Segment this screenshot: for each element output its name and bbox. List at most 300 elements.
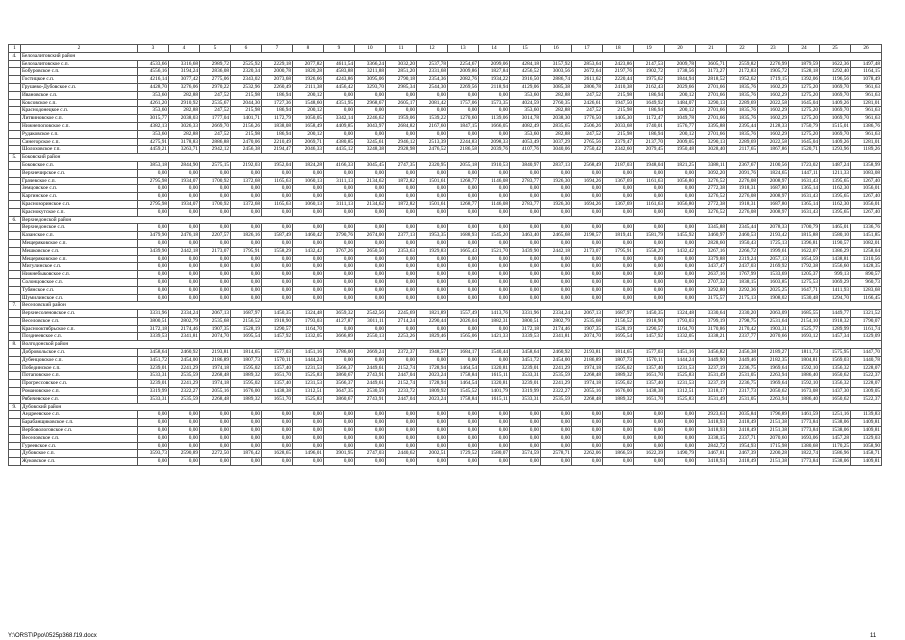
- empty-cell: [9, 232, 21, 240]
- value-cell: 0,00: [510, 427, 541, 435]
- value-cell: 0,00: [169, 169, 200, 177]
- value-cell: 1622,07: [789, 247, 820, 255]
- value-cell: 0,00: [138, 263, 169, 271]
- value-cell: 2187,03: [603, 161, 634, 169]
- value-cell: 0,00: [417, 356, 448, 364]
- value-cell: 0,00: [386, 325, 417, 333]
- value-cell: 1522,37: [851, 372, 882, 380]
- settlement-name: Гостицкое с.п.: [21, 76, 138, 84]
- value-cell: 0,00: [541, 224, 572, 232]
- value-cell: 1228,07: [851, 380, 882, 388]
- settlement-name: Веселовское с.п.: [21, 434, 138, 442]
- value-cell: 1918,31: [727, 185, 758, 193]
- value-cell: 1275,20: [789, 83, 820, 91]
- value-cell: 0,00: [572, 169, 603, 177]
- value-cell: 1069,70: [820, 83, 851, 91]
- value-cell: 1650,62: [820, 372, 851, 380]
- value-cell: 3451,72: [510, 356, 541, 364]
- value-cell: 3175,57: [696, 294, 727, 302]
- value-cell: 0,00: [603, 193, 634, 201]
- value-cell: 2262,06: [572, 450, 603, 458]
- empty-cell: [9, 263, 21, 271]
- value-cell: 0,00: [231, 185, 262, 193]
- value-cell: 1821,89: [417, 310, 448, 318]
- value-cell: 1228,07: [851, 364, 882, 372]
- value-cell: 247,52: [572, 107, 603, 115]
- empty-cell: [9, 255, 21, 263]
- value-cell: 0,00: [541, 208, 572, 216]
- value-cell: 0,00: [200, 169, 231, 177]
- value-cell: 0,00: [541, 434, 572, 442]
- value-cell: 2236,75: [727, 364, 758, 372]
- value-cell: 2276,08: [727, 193, 758, 201]
- value-cell: 2035,84: [727, 411, 758, 419]
- value-cell: 1773,84: [789, 419, 820, 427]
- column-number-header: 19: [634, 45, 665, 53]
- value-cell: 1270,60: [448, 115, 479, 123]
- value-cell: 1602,29: [758, 83, 789, 91]
- value-cell: 2802,79: [541, 317, 572, 325]
- value-cell: 1654,59: [789, 255, 820, 263]
- value-cell: 0,00: [138, 442, 169, 450]
- value-cell: 1451,16: [293, 349, 324, 357]
- value-cell: 0,00: [324, 263, 355, 271]
- value-cell: 2137,70: [634, 138, 665, 146]
- value-cell: 3237,19: [696, 380, 727, 388]
- value-cell: 2266,72: [727, 247, 758, 255]
- settlement-name: Верхнечирское с.п.: [21, 169, 138, 177]
- value-cell: 3319,99: [510, 388, 541, 396]
- value-cell: 247,52: [200, 130, 231, 138]
- value-cell: 3916,50: [510, 76, 541, 84]
- value-cell: 3331,96: [138, 310, 169, 318]
- value-cell: 2254,67: [448, 60, 479, 68]
- value-cell: 0,00: [541, 239, 572, 247]
- value-cell: 1844,94: [665, 76, 696, 84]
- value-cell: 1258,04: [851, 247, 882, 255]
- value-cell: 2470,06: [231, 138, 262, 146]
- value-cell: 2026,04: [448, 317, 479, 325]
- value-cell: 0,00: [479, 107, 510, 115]
- value-cell: 1602,29: [758, 107, 789, 115]
- value-cell: 0,00: [293, 419, 324, 427]
- value-cell: 1918,31: [727, 200, 758, 208]
- value-cell: 0,00: [231, 442, 262, 450]
- value-cell: 2532,96: [231, 83, 262, 91]
- table-row: [9, 161, 882, 169]
- value-cell: 1807,73: [231, 356, 262, 364]
- value-cell: 4409,85: [324, 122, 355, 130]
- value-cell: 3342,14: [324, 115, 355, 123]
- value-cell: 0,00: [541, 193, 572, 201]
- value-cell: 2100,56: [758, 161, 789, 169]
- value-cell: 0,00: [324, 107, 355, 115]
- value-cell: 0,00: [448, 185, 479, 193]
- value-cell: 3647,35: [324, 388, 355, 396]
- value-cell: 2263,94: [758, 395, 789, 403]
- value-cell: 2928,98: [386, 146, 417, 154]
- value-cell: 0,00: [169, 263, 200, 271]
- value-cell: 0,00: [324, 294, 355, 302]
- value-cell: 0,00: [262, 427, 293, 435]
- value-cell: 0,00: [541, 286, 572, 294]
- value-cell: 0,00: [355, 434, 386, 442]
- value-cell: 0,00: [448, 224, 479, 232]
- value-cell: 0,00: [262, 185, 293, 193]
- value-cell: 0,00: [603, 286, 634, 294]
- value-cell: 3248,38: [355, 146, 386, 154]
- value-cell: 1380,68: [789, 442, 820, 450]
- value-cell: 1146,08: [479, 200, 510, 208]
- value-cell: 2082,76: [448, 76, 479, 84]
- value-cell: 4284,18: [510, 60, 541, 68]
- value-cell: 2337,71: [727, 434, 758, 442]
- value-cell: 0,00: [200, 434, 231, 442]
- value-cell: 1409,26: [820, 99, 851, 107]
- value-cell: 1440,78: [851, 356, 882, 364]
- value-cell: 0,00: [603, 208, 634, 216]
- settlement-name: Рябичевское с.п.: [21, 395, 138, 403]
- value-cell: 353,60: [138, 107, 169, 115]
- value-cell: 2078,33: [758, 224, 789, 232]
- value-cell: 1694,26: [572, 200, 603, 208]
- empty-cell: [9, 146, 21, 154]
- value-cell: 0,00: [293, 411, 324, 419]
- value-cell: 1496,01: [293, 450, 324, 458]
- value-cell: 0,00: [324, 130, 355, 138]
- column-number-header: 23: [758, 45, 789, 53]
- value-cell: 0,00: [417, 255, 448, 263]
- value-cell: 1793,03: [665, 317, 696, 325]
- value-cell: 1520,71: [789, 146, 820, 154]
- district-section-row: [9, 302, 882, 310]
- value-cell: 0,00: [355, 411, 386, 419]
- value-cell: 1882,31: [479, 317, 510, 325]
- value-cell: 0,00: [262, 263, 293, 271]
- value-cell: 2322,27: [541, 388, 572, 396]
- value-cell: 1866,59: [603, 450, 634, 458]
- value-cell: 2033,68: [603, 122, 634, 130]
- value-cell: 0,00: [572, 255, 603, 263]
- table-row: [9, 317, 882, 325]
- value-cell: 1947,50: [603, 99, 634, 107]
- section-number: 4.: [9, 52, 21, 60]
- value-cell: 2167,60: [417, 122, 448, 130]
- value-cell: 2531,05: [727, 395, 758, 403]
- value-cell: 0,00: [541, 411, 572, 419]
- value-cell: 2320,95: [417, 161, 448, 169]
- value-cell: 2111,38: [293, 83, 324, 91]
- value-cell: 2162,43: [634, 83, 665, 91]
- district-name: Волгодонской район: [21, 341, 882, 349]
- value-cell: 2795,98: [138, 177, 169, 185]
- value-cell: 2246,62: [355, 115, 386, 123]
- empty-cell: [9, 68, 21, 76]
- column-number-header: 18: [603, 45, 634, 53]
- value-cell: 0,00: [200, 278, 231, 286]
- value-cell: 2322,27: [169, 388, 200, 396]
- value-cell: 2186,89: [200, 356, 231, 364]
- empty-cell: [9, 364, 21, 372]
- value-cell: 1676,00: [231, 388, 262, 396]
- table-body: [9, 45, 882, 466]
- value-cell: 1872,82: [386, 200, 417, 208]
- empty-cell: [9, 185, 21, 193]
- value-cell: 0,00: [510, 208, 541, 216]
- value-cell: 0,00: [417, 271, 448, 279]
- column-number-header: 5: [200, 45, 231, 53]
- value-cell: 1444,24: [293, 356, 324, 364]
- value-cell: 2319,24: [727, 255, 758, 263]
- value-cell: 1162,30: [820, 200, 851, 208]
- value-cell: 0,00: [231, 278, 262, 286]
- value-cell: 1267,40: [851, 208, 882, 216]
- settlement-name: Боковское с.п.: [21, 161, 138, 169]
- value-cell: 1804,81: [789, 356, 820, 364]
- value-cell: 2038,03: [169, 115, 200, 123]
- value-cell: 3467,81: [696, 450, 727, 458]
- value-cell: 960,73: [851, 278, 882, 286]
- value-cell: 3043,97: [355, 122, 386, 130]
- settlement-name: Прогрессовское с.п.: [21, 380, 138, 388]
- value-cell: 215,98: [231, 91, 262, 99]
- value-cell: 1528,19: [231, 325, 262, 333]
- table-row: [9, 286, 882, 294]
- value-cell: 1164,15: [851, 68, 882, 76]
- district-section-row: [9, 341, 882, 349]
- table-row: [9, 122, 882, 130]
- value-cell: 2672,64: [572, 68, 603, 76]
- value-cell: 1165,63: [262, 177, 293, 185]
- value-cell: 0,00: [417, 286, 448, 294]
- value-cell: 1872,82: [386, 177, 417, 185]
- value-cell: 1889,32: [231, 372, 262, 380]
- value-cell: 0,00: [262, 442, 293, 450]
- value-cell: 1294,70: [820, 294, 851, 302]
- value-cell: 1487,24: [820, 161, 851, 169]
- value-cell: 3173,27: [696, 68, 727, 76]
- value-cell: 0,00: [386, 255, 417, 263]
- value-cell: 1811,73: [789, 349, 820, 357]
- value-cell: 2341,81: [541, 333, 572, 341]
- value-cell: 0,00: [634, 193, 665, 201]
- value-cell: 1451,16: [665, 349, 696, 357]
- value-cell: 0,00: [386, 193, 417, 201]
- value-cell: 2009,78: [665, 60, 696, 68]
- value-cell: 0,00: [293, 458, 324, 466]
- value-cell: 0,00: [603, 278, 634, 286]
- value-cell: 1525,77: [789, 325, 820, 333]
- settlement-name: Позднеевское с.п.: [21, 333, 138, 341]
- value-cell: 2743,91: [355, 395, 386, 403]
- value-cell: 2460,53: [727, 232, 758, 240]
- value-cell: 2156,52: [231, 317, 262, 325]
- value-cell: 3178,83: [169, 138, 200, 146]
- value-cell: 2460,92: [541, 349, 572, 357]
- value-cell: 0,00: [448, 91, 479, 99]
- table-row: [9, 356, 882, 364]
- value-cell: 1409,26: [820, 138, 851, 146]
- value-cell: 1497,48: [851, 60, 882, 68]
- settlement-name: Дубовское с.п.: [21, 450, 138, 458]
- value-cell: 2423,86: [603, 60, 634, 68]
- value-cell: 0,00: [634, 208, 665, 216]
- value-cell: 0,00: [262, 434, 293, 442]
- value-cell: 3395,88: [696, 122, 727, 130]
- table-row: [9, 255, 882, 263]
- value-cell: 1056,80: [665, 200, 696, 208]
- settlement-name: Коксовское с.п.: [21, 99, 138, 107]
- value-cell: 0,00: [510, 286, 541, 294]
- value-cell: 2395,44: [727, 122, 758, 130]
- value-cell: 4107,76: [510, 146, 541, 154]
- value-cell: 1577,03: [262, 349, 293, 357]
- value-cell: 1814,65: [603, 349, 634, 357]
- value-cell: 0,00: [293, 271, 324, 279]
- value-cell: 0,00: [324, 271, 355, 279]
- value-cell: 2447,04: [386, 372, 417, 380]
- value-cell: 2535,59: [169, 395, 200, 403]
- value-cell: 1190,57: [820, 239, 851, 247]
- value-cell: 1628,65: [262, 450, 293, 458]
- value-cell: 0,00: [386, 271, 417, 279]
- value-cell: 2772,38: [696, 185, 727, 193]
- value-cell: 2154,10: [789, 317, 820, 325]
- value-cell: 2008,97: [758, 177, 789, 185]
- value-cell: 2611,62: [572, 76, 603, 84]
- value-cell: 0,00: [293, 224, 324, 232]
- value-cell: 1651,70: [634, 372, 665, 380]
- value-cell: 0,00: [324, 325, 355, 333]
- value-cell: 2245,69: [386, 310, 417, 318]
- value-cell: 1577,03: [634, 349, 665, 357]
- value-cell: 2268,48: [572, 395, 603, 403]
- value-cell: 2760,35: [541, 99, 572, 107]
- value-cell: 4533,66: [138, 60, 169, 68]
- empty-cell: [9, 434, 21, 442]
- value-cell: 2189,27: [758, 349, 789, 357]
- value-cell: 3318,17: [696, 388, 727, 396]
- value-cell: 1058,90: [851, 442, 882, 450]
- value-cell: 1929,83: [417, 247, 448, 255]
- empty-cell: [9, 349, 21, 357]
- value-cell: 3014,78: [510, 115, 541, 123]
- value-cell: 1954,93: [727, 442, 758, 450]
- value-cell: 1060,13: [293, 177, 324, 185]
- value-cell: 0,00: [634, 427, 665, 435]
- value-cell: 2186,58: [448, 146, 479, 154]
- value-cell: 2197,76: [603, 68, 634, 76]
- value-cell: 2343,02: [231, 76, 262, 84]
- value-cell: 2272,50: [200, 450, 231, 458]
- value-cell: 0,00: [634, 239, 665, 247]
- value-cell: 1688,93: [448, 232, 479, 240]
- value-cell: 4216,14: [138, 76, 169, 84]
- value-cell: 3015,77: [138, 115, 169, 123]
- value-cell: 2476,52: [417, 146, 448, 154]
- value-cell: 0,00: [510, 224, 541, 232]
- value-cell: 1974,18: [572, 364, 603, 372]
- value-cell: 3767,26: [324, 247, 355, 255]
- value-cell: 2070,66: [758, 333, 789, 341]
- value-cell: 0,00: [293, 442, 324, 450]
- value-cell: 0,00: [138, 427, 169, 435]
- value-cell: 0,00: [541, 185, 572, 193]
- empty-cell: [9, 286, 21, 294]
- value-cell: 2268,48: [200, 372, 231, 380]
- column-number-header: 4: [169, 45, 200, 53]
- table-row: [9, 434, 882, 442]
- value-cell: 0,00: [510, 255, 541, 263]
- value-cell: 3533,31: [138, 372, 169, 380]
- value-cell: 1293,96: [820, 146, 851, 154]
- value-cell: 2152,74: [386, 364, 417, 372]
- value-cell: 1165,63: [262, 200, 293, 208]
- value-cell: 0,00: [386, 239, 417, 247]
- value-cell: 1332,05: [665, 333, 696, 341]
- value-cell: 1907,35: [572, 325, 603, 333]
- value-cell: 200,12: [293, 91, 324, 99]
- table-row: [9, 247, 882, 255]
- value-cell: 0,00: [386, 91, 417, 99]
- value-cell: 1172,47: [634, 115, 665, 123]
- value-cell: 0,00: [665, 442, 696, 450]
- value-cell: 0,00: [541, 255, 572, 263]
- value-cell: 0,00: [572, 419, 603, 427]
- value-cell: 0,00: [138, 419, 169, 427]
- value-cell: 2531,64: [758, 317, 789, 325]
- value-cell: 0,00: [262, 411, 293, 419]
- value-cell: 0,00: [262, 193, 293, 201]
- value-cell: 0,00: [169, 239, 200, 247]
- value-cell: 3237,19: [696, 364, 727, 372]
- value-cell: 1826,16: [231, 232, 262, 240]
- column-number-header: 24: [789, 45, 820, 53]
- value-cell: 0,00: [200, 458, 231, 466]
- table-row: [9, 263, 882, 271]
- value-cell: 3418,93: [696, 419, 727, 427]
- value-cell: 0,00: [324, 278, 355, 286]
- value-cell: 2590,89: [169, 450, 200, 458]
- value-cell: 2465,68: [541, 232, 572, 240]
- value-cell: 0,00: [386, 278, 417, 286]
- value-cell: 1700,79: [789, 224, 820, 232]
- value-cell: 1773,84: [789, 427, 820, 435]
- value-cell: 2559,82: [727, 60, 758, 68]
- value-cell: 4459,21: [138, 146, 169, 154]
- column-number-header: 7: [262, 45, 293, 53]
- value-cell: 3451,72: [138, 356, 169, 364]
- value-cell: 1687,97: [603, 310, 634, 318]
- settlement-name: Верхнесоленовское с.п.: [21, 310, 138, 318]
- value-cell: 0,00: [541, 458, 572, 466]
- value-cell: 0,00: [417, 91, 448, 99]
- value-cell: 1438,81: [820, 255, 851, 263]
- value-cell: 2091,76: [727, 169, 758, 177]
- value-cell: 1312,51: [665, 388, 696, 396]
- value-cell: 1586,96: [820, 450, 851, 458]
- value-cell: 2525,92: [231, 60, 262, 68]
- value-cell: 1069,70: [820, 115, 851, 123]
- value-cell: 0,00: [169, 278, 200, 286]
- value-cell: 1189,26: [851, 146, 882, 154]
- empty-cell: [9, 99, 21, 107]
- value-cell: 2798,75: [727, 317, 758, 325]
- section-number: 6.: [9, 216, 21, 224]
- value-cell: 0,00: [665, 411, 696, 419]
- value-cell: 3533,31: [138, 395, 169, 403]
- value-cell: 1835,76: [727, 83, 758, 91]
